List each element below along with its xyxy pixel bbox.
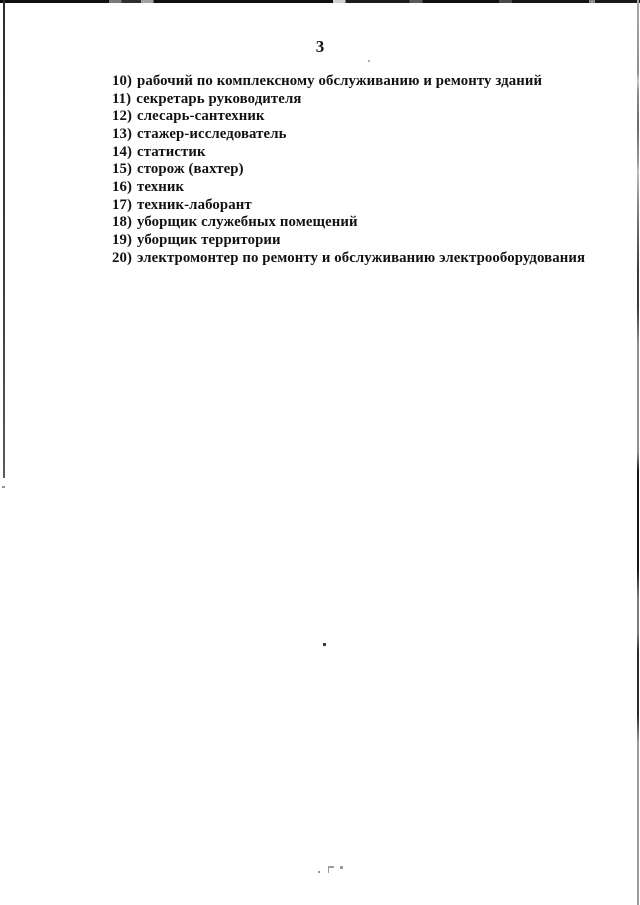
scan-top-border — [0, 0, 640, 3]
item-label: статистик — [137, 143, 206, 160]
item-label: техник — [137, 178, 185, 195]
item-number: 15) — [112, 161, 133, 178]
item-label: уборщик территории — [137, 231, 281, 248]
list-item — [112, 161, 585, 179]
scan-artifact — [340, 866, 343, 869]
item-number: 18) — [112, 214, 133, 231]
list-item — [112, 197, 585, 215]
page-number: 3 — [315, 37, 325, 56]
scan-artifact — [318, 871, 320, 873]
item-label: техник-лаборант — [137, 196, 252, 213]
item-label: стажер-исследователь — [137, 125, 287, 142]
item-number: 19) — [112, 231, 133, 248]
list-item — [112, 91, 585, 109]
item-number: 14) — [112, 143, 133, 160]
list-item — [112, 232, 585, 250]
item-number: 12) — [112, 108, 133, 125]
item-number: 11) — [112, 90, 132, 107]
scan-artifact — [323, 643, 326, 646]
item-number: 16) — [112, 178, 133, 195]
item-label: рабочий по комплексному обслуживанию и ремонту зданий — [137, 73, 543, 89]
item-number: 20) — [112, 249, 133, 266]
item-number: 10) — [112, 73, 133, 89]
item-number: 13) — [112, 125, 133, 142]
item-label: слесарь-сантехник — [137, 108, 265, 125]
item-label: уборщик служебных помещений — [137, 214, 358, 231]
job-list — [112, 73, 585, 267]
scan-artifact — [328, 868, 329, 873]
item-label: секретарь руководителя — [136, 90, 302, 107]
list-item — [112, 144, 585, 162]
list-item — [112, 214, 585, 232]
item-label: электромонтер по ремонту и обслуживанию электрооборудования — [137, 249, 586, 266]
list-item — [112, 250, 585, 268]
scan-artifact — [2, 486, 5, 488]
list-item — [112, 179, 585, 197]
scan-left-border — [3, 0, 5, 478]
list-item — [112, 126, 585, 144]
scan-artifact — [368, 60, 370, 62]
list-item — [112, 108, 585, 126]
scan-right-border — [637, 0, 639, 905]
item-number: 17) — [112, 196, 133, 213]
item-label: сторож (вахтер) — [137, 161, 244, 178]
list-item — [112, 73, 585, 91]
